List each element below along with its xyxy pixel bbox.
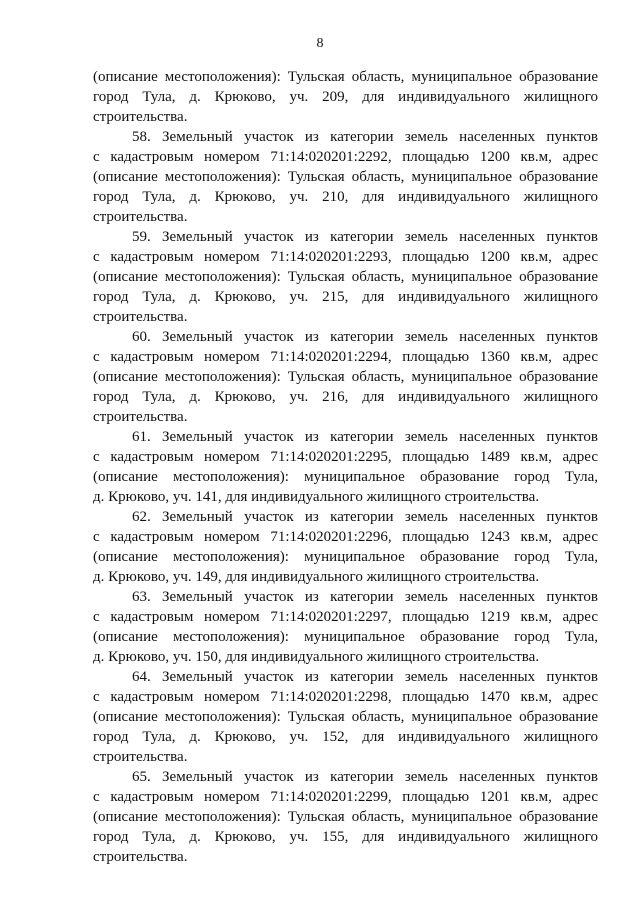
text-line: (описание местоположения): Тульская область, муниципальное образование: [93, 69, 598, 85]
text-line: строительства.: [93, 749, 188, 765]
text-line: с кадастровым номером 71:14:020201:2297, площадью 1219 кв.м, адрес: [93, 609, 598, 625]
text-line: город Тула, д. Крюково, уч. 155, для индивидуального жилищного: [93, 829, 598, 845]
text-line: с кадастровым номером 71:14:020201:2293, площадью 1200 кв.м, адрес: [93, 249, 598, 265]
text-line: город Тула, д. Крюково, уч. 152, для индивидуального жилищного: [93, 729, 598, 745]
text-line: (описание местоположения): Тульская область, муниципальное образование: [93, 169, 598, 185]
text-line: строительства.: [93, 309, 188, 325]
paragraph-item-61: [93, 427, 598, 507]
paragraph-item-65: [93, 767, 598, 867]
text-line: 61. Земельный участок из категории земель населенных пунктов: [132, 429, 598, 445]
text-line: 58. Земельный участок из категории земель населенных пунктов: [132, 129, 598, 145]
text-line: 62. Земельный участок из категории земель населенных пунктов: [132, 509, 598, 525]
page-number: 8: [316, 36, 324, 51]
text-line: с кадастровым номером 71:14:020201:2294, площадью 1360 кв.м, адрес: [93, 349, 598, 365]
text-line: 65. Земельный участок из категории земель населенных пунктов: [132, 769, 598, 785]
text-line: (описание местоположения): муниципальное образование город Тула,: [93, 549, 598, 565]
text-line: 59. Земельный участок из категории земель населенных пунктов: [132, 229, 598, 245]
text-line: (описание местоположения): Тульская область, муниципальное образование: [93, 269, 598, 285]
text-line: д. Крюково, уч. 141, для индивидуального жилищного строительства.: [93, 489, 540, 505]
paragraph-item-58: [93, 127, 598, 227]
paragraph-item-64: [93, 667, 598, 767]
paragraph-continuation: [93, 67, 598, 127]
text-line: д. Крюково, уч. 149, для индивидуального жилищного строительства.: [93, 569, 540, 585]
text-line: с кадастровым номером 71:14:020201:2292, площадью 1200 кв.м, адрес: [93, 149, 598, 165]
paragraph-item-59: [93, 227, 598, 327]
text-line: город Тула, д. Крюково, уч. 215, для индивидуального жилищного: [93, 289, 598, 305]
document-body: [93, 67, 598, 867]
text-line: строительства.: [93, 209, 188, 225]
text-line: (описание местоположения): муниципальное образование город Тула,: [93, 629, 598, 645]
text-line: (описание местоположения): Тульская область, муниципальное образование: [93, 809, 598, 825]
text-line: с кадастровым номером 71:14:020201:2299, площадью 1201 кв.м, адрес: [93, 789, 598, 805]
text-line: город Тула, д. Крюково, уч. 210, для индивидуального жилищного: [93, 189, 598, 205]
text-line: с кадастровым номером 71:14:020201:2298, площадью 1470 кв.м, адрес: [93, 689, 598, 705]
paragraph-item-60: [93, 327, 598, 427]
text-line: с кадастровым номером 71:14:020201:2296, площадью 1243 кв.м, адрес: [93, 529, 598, 545]
text-line: строительства.: [93, 109, 188, 125]
paragraph-item-62: [93, 507, 598, 587]
text-line: (описание местоположения): муниципальное образование город Тула,: [93, 469, 598, 485]
text-line: д. Крюково, уч. 150, для индивидуального жилищного строительства.: [93, 649, 540, 665]
text-line: 60. Земельный участок из категории земель населенных пунктов: [132, 329, 598, 345]
text-line: 64. Земельный участок из категории земель населенных пунктов: [132, 669, 598, 685]
text-line: строительства.: [93, 849, 188, 865]
text-line: с кадастровым номером 71:14:020201:2295, площадью 1489 кв.м, адрес: [93, 449, 598, 465]
text-line: город Тула, д. Крюково, уч. 209, для индивидуального жилищного: [93, 89, 598, 105]
text-line: город Тула, д. Крюково, уч. 216, для индивидуального жилищного: [93, 389, 598, 405]
paragraph-item-63: [93, 587, 598, 667]
text-line: строительства.: [93, 409, 188, 425]
text-line: (описание местоположения): Тульская область, муниципальное образование: [93, 369, 598, 385]
text-line: 63. Земельный участок из категории земель населенных пунктов: [132, 589, 598, 605]
text-line: (описание местоположения): Тульская область, муниципальное образование: [93, 709, 598, 725]
